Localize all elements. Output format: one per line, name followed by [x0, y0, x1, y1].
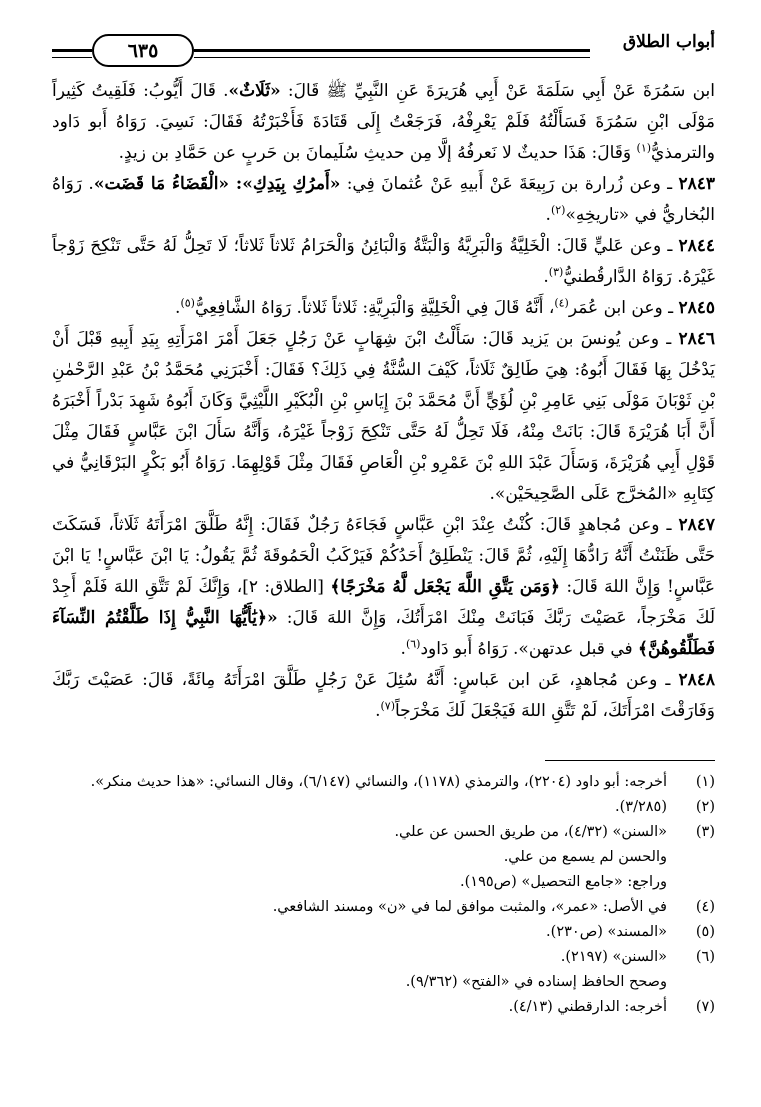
footnote-text: وصحح الحافظ إسناده في «الفتح» (٩/٣٦٢). [405, 974, 667, 990]
footnote-ref: (٦) [405, 637, 421, 651]
hadith-number: ٢٨٤٤ [678, 236, 715, 256]
paragraph-continuation: ابن سَمُرَةَ عَنْ أَبِي سَلَمَةَ عَنْ أَبِي هُرَيرَةَ عَنِ النَّبِيِّ ﷺ قَالَ: «ثَلَاثٌ». قَالَ أَيُّوبُ: فَلَقِيتُ كَثِيراً مَوْلَى ابْنِ سَمُرَةَ فَسَأَلْتُهُ فَلَمْ يَعْرِفْهُ، فَرَجَعْتُ إِلَى قَتَادَةَ فَأَخْبَرْتُهُ فَقَالَ: نَسِيَ. رَوَاهُ أَبو دَاود والترمذيُّ$^{(١)}$ وَقَالَ: هَذَا حديثٌ لا نَعرفُهُ إلَّا مِن حديثِ سُلَيمانَ بن حَربٍ عن حَمَّادِ بن زيدٍ. [52, 81, 715, 163]
footnote-text: «المسند» (ص٢٣٠). [546, 924, 667, 940]
footnote [52, 820, 715, 895]
footnote-text: والحسن لم يسمع من علي. [503, 849, 667, 865]
footnote-separator [545, 760, 715, 761]
footnote-text: «السنن» (٤/٣٢)، من طريق الحسن عن علي. [394, 824, 667, 840]
footnote [52, 945, 715, 995]
hadith-number: ٢٨٤٦ [678, 329, 715, 349]
footnote-ref: (١) [636, 141, 652, 155]
page-number: ٦٣٥ [92, 34, 194, 67]
hadith-2848: ٢٨٤٨ ـ وعن مُجاهدٍ، عَن ابن عَباسٍ: أَنَّهُ سُئِلَ عَنْ رَجُلٍ طَلَّقَ امْرَأَتَهُ مِائَةً، قَالَ: عَصَيْتَ رَبَّكَ وَفَارَقْتَ امْرَأَتَكَ، لَمْ تَتَّقِ اللهَ فَيَجْعَلَ لَكَ مَخْرَجاً$^{(٧)}$. [52, 670, 715, 721]
footnote [52, 795, 715, 820]
footnote-text: «السنن» (٢١٩٧). [560, 949, 667, 965]
footnote-number: (٢) [695, 799, 715, 815]
hadith-number: ٢٨٤٨ [678, 670, 715, 690]
footnote-ref: (٥) [180, 296, 195, 310]
hadith-number: ٢٨٤٣ [678, 174, 715, 194]
footnote-text: في الأصل: «عمر»، والمثبت موافق لما في «ن» ومسند الشافعي. [272, 899, 667, 915]
hadith-number: ٢٨٤٥ [678, 298, 715, 318]
footnote-ref: (٢) [550, 203, 566, 217]
footnote-number: (٧) [695, 999, 715, 1015]
footnote-number: (٣) [695, 824, 715, 840]
running-title: أبواب الطلاق [622, 32, 715, 52]
header-rule-left [52, 49, 92, 58]
footnote-ref: (٧) [380, 699, 395, 713]
footnotes [52, 770, 715, 1020]
footnote-text: أخرجه: الدارقطني (٤/١٣). [508, 999, 667, 1015]
footnote [52, 920, 715, 945]
footnote-number: (٥) [695, 924, 715, 940]
footnote-ref: (٣) [548, 265, 564, 279]
footnote [52, 995, 715, 1020]
hadith-2844: ٢٨٤٤ ـ وعن عَليٍّ قَالَ: الْخَلِيَّةُ وَالْبَرِيَّةُ وَالْبَتَّةُ وَالْبَائِنُ وَالْحَرَامُ ثَلاثاً ثَلاثاً؛ لَا تَحِلُّ لَهُ حَتَّى تَنْكِحَ زَوْجاً غَيْرَهُ. رَوَاهُ الدَّارقُطنيُّ$^{(٣)}$. [52, 236, 715, 287]
footnote-number: (٦) [695, 949, 715, 965]
footnote [52, 770, 715, 795]
header-rule [194, 49, 590, 58]
footnote [52, 895, 715, 920]
footnote-number: (١) [695, 774, 715, 790]
quran-quote: «﴿يَٰأَيُّهَا النَّبِيُّ إِذَا طَلَّقْتُمُ النِّسَآءَ فَطَلِّقُوهُنَّ﴾ [52, 608, 715, 659]
footnote-text: وراجع: «جامع التحصيل» (ص١٩٥). [460, 874, 667, 890]
footnote-ref: (٤) [554, 296, 569, 310]
page-header [52, 30, 715, 70]
hadith-number: ٢٨٤٧ [678, 515, 715, 535]
hadith-2845: ٢٨٤٥ ـ وعن ابن عُمَر$^{(٤)}$، أَنَّهُ قَالَ فِي الْخَلِيَّةِ وَالْبَرِيَّةِ: ثَلاثاً ثَلاثاً. رَوَاهُ الشَّافِعِيُّ$^{(٥)}$. [175, 296, 715, 318]
footnote-text: (٣/٢٨٥). [615, 799, 667, 815]
main-text [52, 76, 715, 727]
hadith-2847: ٢٨٤٧ ـ وعن مُجاهدٍ قَالَ: كُنْتُ عِنْدَ ابْنِ عَبَّاسٍ فَجَاءَهُ رَجُلٌ فَقَالَ: إِنَّهُ طَلَّقَ امْرَأَتَهُ ثَلَاثاً، فَسَكَتَ حَتَّى ظَنَنْتُ أَنَّهُ رَادُّهَا إِلَيْهِ، ثُمَّ قَالَ: يَنْطَلِقُ أَحَدُكُمْ فَيَرْكَبُ الْحَمُوقَةَ ثُمَّ يَقُولُ: يَا ابْنَ عَبَّاسٍ! يَا ابْنَ عَبَّاسٍ! وَإِنَّ اللهَ قَالَ: ﴿وَمَن يَتَّقِ اللَّهَ يَجْعَل لَّهُ مَخْرَجًا﴾ [الطلاق: ٢]، وَإِنَّكَ لَمْ تَتَّقِ اللهَ فَلَمْ أَجِدْ لَكَ مَخْرَجاً، عَصَيْتَ رَبَّكَ فَبَانَتْ مِنْكَ امْرَأَتُكَ، وَإِنَّ اللهَ قَالَ: «﴿يَٰأَيُّهَا النَّبِيُّ إِذَا طَلَّقْتُمُ النِّسَآءَ فَطَلِّقُوهُنَّ﴾ في قبل عدتهن». رَوَاهُ أَبو دَاود$^{(٦)}$. [52, 515, 715, 659]
hadith-2846: ٢٨٤٦ ـ وعن يُونسَ بن يَزيد قَالَ: سَأَلْتُ ابْنَ شِهَابٍ عَنْ رَجُلٍ جَعَلَ أَمْرَ امْرَأَتِهِ بِيَدِ أَبِيهِ قَبْلَ أَنْ يَدْخُلَ بِهَا فَقَالَ أَبُوهُ: هِيَ طَالِقٌ ثَلَاثاً، كَيْفَ السُّنَّةُ فِي ذَلِكَ؟ فَقَالَ: أَخْبَرَنِي مُحَمَّدُ بْنُ عَبْدِ الرَّحْمٰنِ بْنِ ثَوْبَانَ مَوْلَى بَنِي عَامِرِ بْنِ لُؤَيٍّ أَنَّ مُحَمَّدَ بْنَ إِيَاسِ بْنِ الْبُكَيْرِ اللَّيْثِيَّ وَكَانَ أَبُوهُ شَهِدَ بَدْراً أَخْبَرَهُ أَنَّ أَبَا هُرَيْرَةَ قَالَ: بَانَتْ مِنْهُ، فَلَا تَحِلُّ لَهُ حَتَّى تَنْكِحَ زَوْجاً غَيْرَهُ، وَأَنَّهُ سَأَلَ ابْنَ عَبَّاسٍ فَقَالَ مِثْلَ قَوْلِ أَبِي هُرَيْرَةَ، وَسَأَلَ عَبْدَ اللهِ بْنَ عَمْرِو بْنِ الْعَاصِ فَقَالَ مِثْلَ قَوْلِهِمَا. رَوَاهُ أَبُو بَكْرٍ البَرْقَانِيُّ في كِتَابِهِ «المُخرَّج عَلَى الصَّحِيحَيْن». [52, 329, 715, 504]
quran-quote: ﴿وَمَن يَتَّقِ اللَّهَ يَجْعَل لَّهُ مَخْرَجًا﴾ [330, 577, 560, 597]
footnote-text: أخرجه: أبو داود (٢٢٠٤)، والترمذي (١١٧٨)، والنسائي (٦/١٤٧)، وقال النسائي: «هذا حديث منكر». [90, 774, 667, 790]
footnote-number: (٤) [695, 899, 715, 915]
hadith-2843: ٢٨٤٣ ـ وعن زُرارة بن رَبِيعَةَ عَنْ أَبيهِ عَنْ عُثمانَ فِي: «أَمرُكِ بِيَدِكِ»: «الْقَضَاءُ مَا قَضَت». رَوَاهُ البُخاريُّ في «تاريخِهِ»$^{(٢)}$. [52, 174, 715, 225]
